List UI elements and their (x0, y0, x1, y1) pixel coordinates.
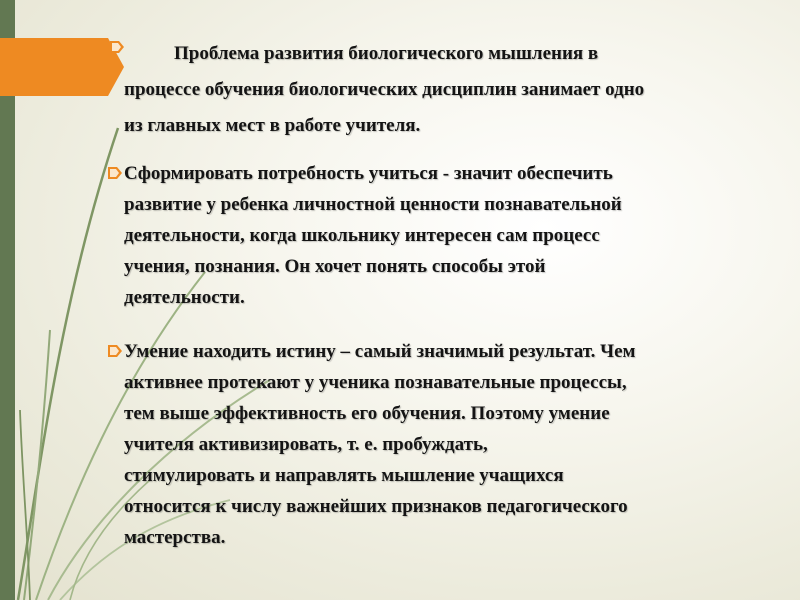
paragraph-line: Проблема развития биологического мышления в (174, 43, 599, 64)
paragraph-line: учения, познания. Он хочет понять способы этой (124, 256, 546, 277)
paragraph-line: активнее протекают у ученика познавательные процессы, (124, 372, 627, 393)
paragraph-line: мастерства. (124, 527, 226, 548)
paragraph-line: тем выше эффективность его обучения. Поэтому умение (124, 403, 610, 424)
paragraph-2 (124, 158, 744, 313)
paragraph-line: Умение находить истину – самый значимый результат. Чем (124, 341, 636, 362)
arrow-bullet-icon (108, 167, 122, 179)
paragraph-line: деятельности. (124, 287, 245, 308)
arrow-bullet-icon (110, 41, 124, 53)
paragraph-line: относится к числу важнейших признаков педагогического (124, 496, 628, 517)
paragraph-line: стимулировать и направлять мышление учащихся (124, 465, 564, 486)
paragraph-line: из главных мест в работе учителя. (124, 115, 421, 136)
paragraph-3 (124, 336, 744, 553)
paragraph-line: учителя активизировать, т. е. пробуждать, (124, 434, 488, 455)
arrow-bullet-icon (108, 345, 122, 357)
paragraph-line: Сформировать потребность учиться - значит обеспечить (124, 163, 613, 184)
paragraph-line: процессе обучения биологических дисциплин занимает одно (124, 79, 645, 100)
paragraph-line: деятельности, когда школьнику интересен сам процесс (124, 225, 600, 246)
paragraph-1 (124, 36, 744, 144)
paragraph-line: развитие у ребенка личностной ценности познавательной (124, 194, 622, 215)
